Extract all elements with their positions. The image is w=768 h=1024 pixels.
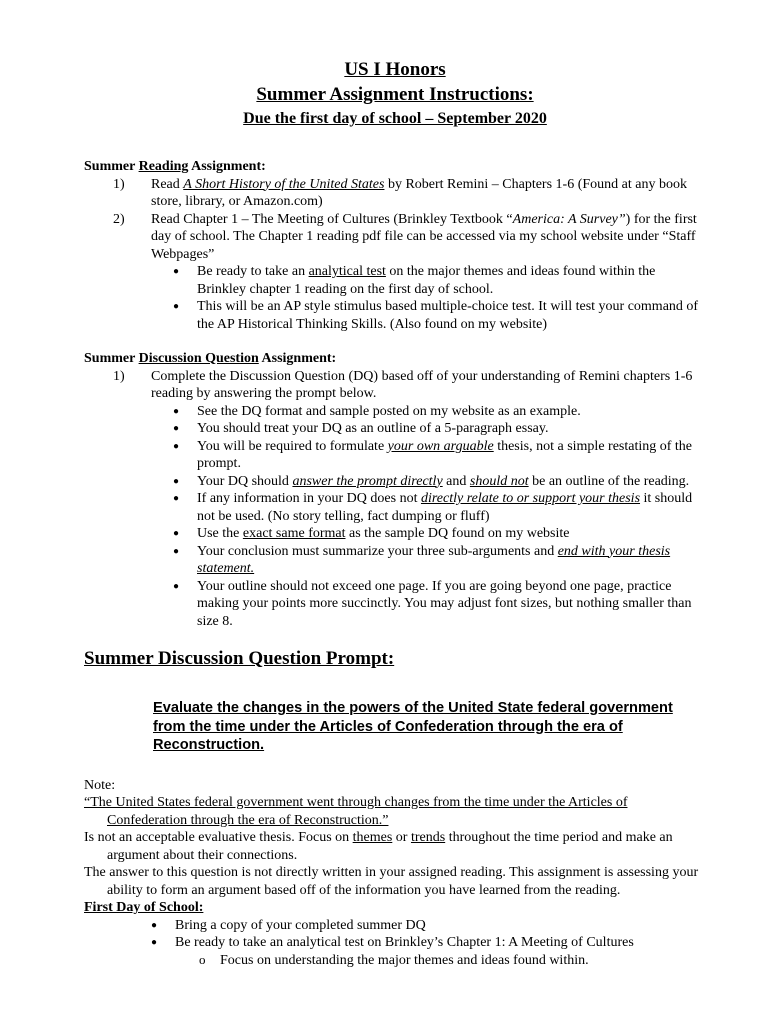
first-day-heading: First Day of School: (84, 900, 204, 915)
reading-heading: Summer Reading Assignment: (84, 159, 266, 174)
first-day-sub-bullet-1: o Focus on understanding the major themes and ideas found within. (220, 952, 706, 970)
prompt-heading: Summer Discussion Question Prompt: (84, 648, 395, 669)
discussion-bullet-4: ● Your DQ should answer the prompt directly and should not be an outline of the reading. (197, 473, 706, 491)
note-label: Note: (84, 777, 116, 793)
first-day-bullet-2: ● Be ready to take an analytical test on Brinkley’s Chapter 1: A Meeting of Cultures (175, 934, 706, 952)
due-date: Due the first day of school – September 2020 (243, 110, 547, 127)
document-title: US I Honors (344, 59, 446, 80)
discussion-item-1: 1) Complete the Discussion Question (DQ) based off of your understanding of Remini chapters 1-6 reading by answering the prompt below. (113, 368, 693, 401)
discussion-bullet-5: ● If any information in your DQ does not directly relate to or support your thesis it should not be used. (No story telling, fact dumping or fluff) (197, 490, 706, 525)
first-day-bullet-1: ● Bring a copy of your completed summer DQ (175, 917, 706, 935)
discussion-bullet-7: ● Your conclusion must summarize your three sub-arguments and end with your thesis statement. (197, 543, 706, 578)
book-title: A Short History of the United States (183, 176, 385, 192)
document-subtitle: Summer Assignment Instructions: (256, 84, 534, 105)
discussion-bullet-2: ● You should treat your DQ as an outline of a 5-paragraph essay. (197, 420, 706, 438)
discussion-bullet-8: ● Your outline should not exceed one page. If you are going beyond one page, practice making your points more succinctly. You may adjust font sizes, but nothing smaller than size 8. (197, 578, 706, 631)
reading-bullet-2: ● This will be an AP style stimulus based multiple-choice test. It will test your command of the AP Historical Thinking Skills. (Also found on my website) (197, 298, 706, 333)
note-paragraph-1: Is not an acceptable evaluative thesis. Focus on themes or trends throughout the time period and make an argument about their connections. (84, 830, 673, 863)
prompt-text: Evaluate the changes in the powers of the United State federal government from the time under the Articles of Confederation through the era of Reconstruction. (153, 700, 673, 753)
discussion-bullet-1: ● See the DQ format and sample posted on my website as an example. (197, 403, 706, 421)
discussion-bullet-6: ● Use the exact same format as the sample DQ found on my website (197, 525, 706, 543)
discussion-heading: Summer Discussion Question Assignment: (84, 351, 337, 366)
discussion-bullet-3: ● You will be required to formulate your own arguable thesis, not a simple restating of the prompt. (197, 438, 706, 473)
note-quote: “The United States federal government went through changes from the time under the Articles of Confederation through the era of Reconstruction.” (84, 795, 628, 828)
reading-item-1: 1) Read A Short History of the United States by Robert Remini – Chapters 1-6 (Found at any book store, library, or Amazon.com) (113, 176, 687, 209)
textbook-title: America: A Survey” (512, 211, 626, 227)
reading-item-2: 2) Read Chapter 1 – The Meeting of Cultures (Brinkley Textbook “America: A Survey”) for the first day of school. The Chapter 1 reading pdf file can be accessed via my school website under “Staff Webpages” (113, 211, 697, 262)
note-paragraph-2: The answer to this question is not directly written in your assigned reading. This assignment is assessing your ability to form an argument based off of the information you have learned from the reading. (84, 865, 699, 898)
reading-bullet-1: ● Be ready to take an analytical test on the major themes and ideas found within the Brinkley chapter 1 reading on the first day of school. (197, 263, 706, 298)
